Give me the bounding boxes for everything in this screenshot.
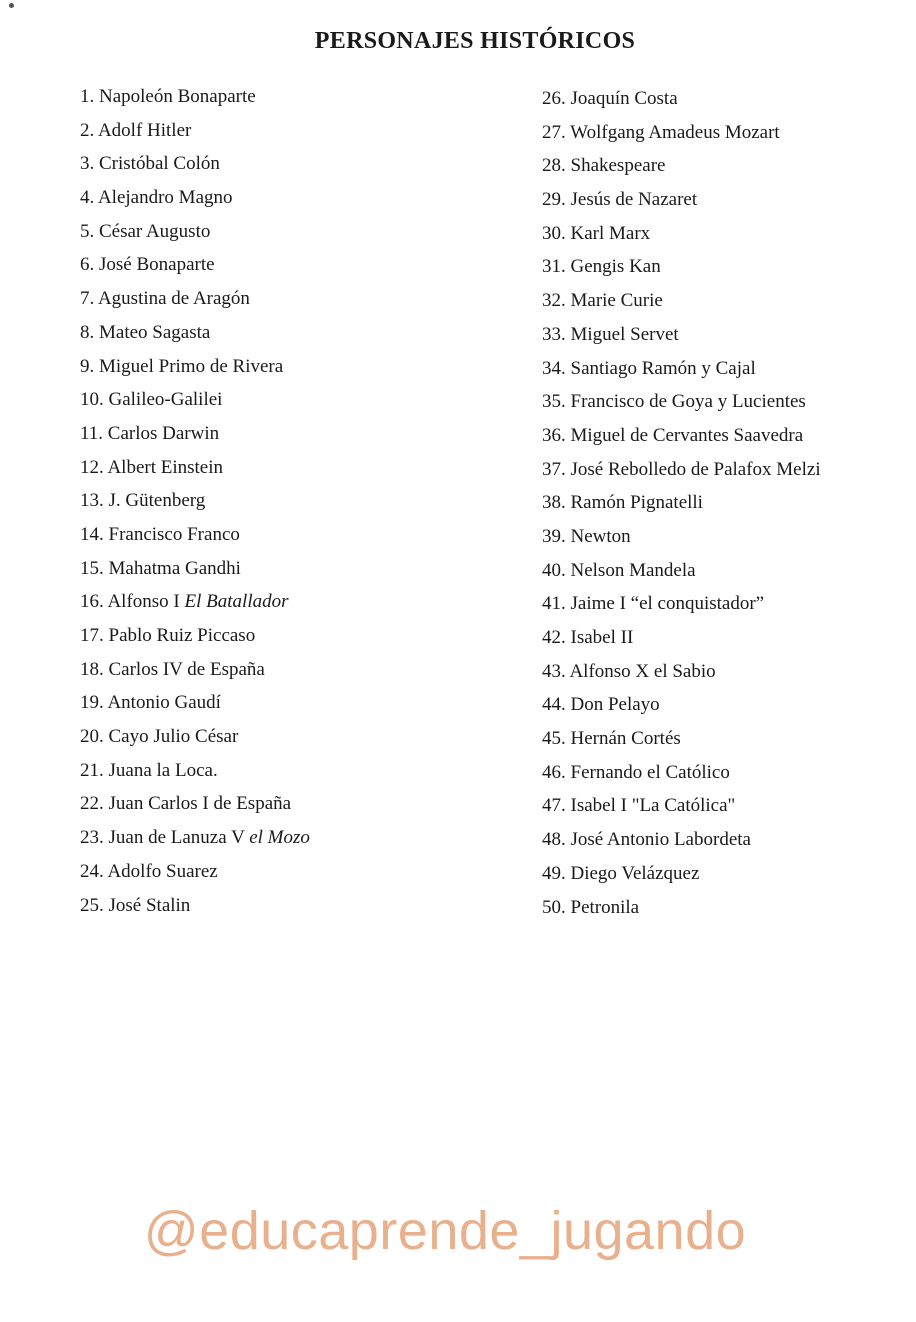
item-number: 41. bbox=[542, 593, 566, 615]
item-number: 10. bbox=[80, 389, 104, 411]
watermark-handle: @educaprende_jugando bbox=[143, 1201, 747, 1261]
list-item bbox=[80, 387, 310, 421]
list-item bbox=[80, 320, 310, 354]
item-number: 38. bbox=[542, 492, 566, 514]
list-item bbox=[80, 252, 310, 286]
item-name: Wolfgang Amadeus Mozart bbox=[570, 121, 780, 143]
item-number: 42. bbox=[542, 627, 566, 648]
item-number: 17. bbox=[80, 625, 104, 646]
list-item bbox=[80, 657, 310, 691]
list-item bbox=[542, 625, 821, 659]
list-item bbox=[542, 187, 821, 221]
list-item bbox=[542, 221, 821, 255]
item-number: 37. bbox=[542, 458, 566, 480]
item-name: Cayo Julio César bbox=[108, 726, 239, 748]
item-number: 16. bbox=[80, 591, 104, 613]
item-name: José Bonaparte bbox=[99, 254, 215, 276]
item-name: Francisco de Goya y Lucientes bbox=[570, 391, 806, 413]
item-name: Santiago Ramón y Cajal bbox=[570, 357, 756, 379]
item-name: Juana la Loca. bbox=[108, 759, 218, 781]
scan-speck bbox=[9, 3, 14, 8]
item-number: 1. bbox=[80, 86, 95, 107]
item-name: Mateo Sagasta bbox=[99, 321, 211, 343]
item-number: 32. bbox=[542, 290, 566, 312]
list-item bbox=[80, 118, 310, 152]
item-number: 28. bbox=[542, 155, 566, 177]
item-number: 3. bbox=[80, 153, 95, 175]
item-name: José Rebolledo de Palafox Melzi bbox=[570, 458, 821, 480]
list-item bbox=[542, 490, 821, 524]
item-name: Antonio Gaudí bbox=[107, 692, 221, 714]
list-item bbox=[80, 185, 310, 219]
item-epithet: el Mozo bbox=[249, 827, 310, 849]
item-name: Hernán Cortés bbox=[570, 728, 681, 750]
item-name: Mahatma Gandhi bbox=[108, 557, 241, 579]
item-name: J. Gütenberg bbox=[108, 490, 206, 512]
item-number: 25. bbox=[80, 894, 104, 916]
item-number: 12. bbox=[80, 456, 104, 478]
list-item bbox=[80, 893, 310, 927]
item-number: 9. bbox=[80, 355, 95, 377]
list-item bbox=[80, 623, 310, 657]
item-name: Napoleón Bonaparte bbox=[99, 86, 256, 107]
list-item bbox=[80, 758, 310, 792]
item-number: 4. bbox=[80, 187, 95, 209]
item-number: 30. bbox=[542, 222, 566, 244]
item-number: 23. bbox=[80, 827, 104, 849]
item-name: Alfonso X el Sabio bbox=[569, 660, 716, 682]
list-item bbox=[80, 556, 310, 590]
item-number: 18. bbox=[80, 658, 104, 680]
item-name: Karl Marx bbox=[570, 222, 651, 244]
item-name: Juan de Lanuza V bbox=[108, 827, 245, 849]
item-name: Carlos IV de España bbox=[108, 658, 265, 680]
list-item bbox=[542, 457, 821, 491]
list-item bbox=[542, 895, 821, 929]
list-item bbox=[80, 84, 310, 118]
item-name: José Antonio Labordeta bbox=[570, 829, 751, 851]
list-item bbox=[80, 690, 310, 724]
item-name: Jaime I “el conquistador” bbox=[570, 593, 765, 615]
list-item bbox=[80, 455, 310, 489]
item-name: Nelson Mandela bbox=[570, 559, 696, 581]
item-number: 44. bbox=[542, 694, 566, 716]
item-name: César Augusto bbox=[99, 220, 211, 242]
item-name: Alfonso I bbox=[107, 591, 180, 613]
list-item bbox=[80, 522, 310, 556]
item-number: 47. bbox=[542, 795, 566, 817]
item-number: 36. bbox=[542, 424, 566, 446]
list-item bbox=[542, 322, 821, 356]
item-name: Carlos Darwin bbox=[107, 422, 220, 444]
item-number: 39. bbox=[542, 525, 566, 547]
right-column-list bbox=[542, 86, 821, 928]
item-name: Adolf Hitler bbox=[97, 119, 192, 141]
item-name: Ramón Pignatelli bbox=[570, 492, 703, 514]
item-number: 22. bbox=[80, 793, 104, 815]
item-number: 26. bbox=[542, 88, 566, 109]
item-name: Gengis Kan bbox=[570, 256, 661, 278]
item-number: 8. bbox=[80, 321, 95, 343]
list-item bbox=[80, 724, 310, 758]
item-name: Fernando el Católico bbox=[570, 761, 730, 783]
item-name: Don Pelayo bbox=[570, 694, 660, 716]
item-name: Shakespeare bbox=[570, 155, 666, 177]
list-item bbox=[80, 286, 310, 320]
item-number: 31. bbox=[542, 256, 566, 278]
list-item bbox=[80, 859, 310, 893]
list-item bbox=[542, 288, 821, 322]
item-name: Isabel I "La Católica" bbox=[570, 795, 736, 817]
item-name: Miguel Servet bbox=[570, 323, 679, 345]
list-item bbox=[542, 423, 821, 457]
item-number: 43. bbox=[542, 660, 566, 682]
item-name: José Stalin bbox=[108, 894, 191, 916]
item-name: Juan Carlos I de España bbox=[108, 793, 292, 815]
item-name: Adolfo Suarez bbox=[107, 860, 218, 882]
item-number: 2. bbox=[80, 119, 95, 141]
item-name: Isabel II bbox=[570, 627, 634, 648]
item-name: Diego Velázquez bbox=[570, 862, 700, 884]
item-number: 5. bbox=[80, 220, 95, 242]
item-number: 50. bbox=[542, 896, 566, 918]
list-item bbox=[542, 591, 821, 625]
list-item bbox=[542, 726, 821, 760]
item-name: Galileo-Galilei bbox=[108, 389, 223, 411]
item-number: 34. bbox=[542, 357, 566, 379]
list-item bbox=[542, 86, 821, 120]
item-number: 13. bbox=[80, 490, 104, 512]
list-item bbox=[80, 219, 310, 253]
item-name: Miguel Primo de Rivera bbox=[99, 355, 284, 377]
item-name: Pablo Ruiz Piccaso bbox=[108, 625, 256, 646]
item-number: 7. bbox=[80, 288, 95, 310]
item-number: 40. bbox=[542, 559, 566, 581]
list-item bbox=[542, 692, 821, 726]
item-number: 49. bbox=[542, 862, 566, 884]
item-number: 48. bbox=[542, 829, 566, 851]
list-item bbox=[80, 421, 310, 455]
item-name: Jesús de Nazaret bbox=[570, 189, 698, 211]
item-name: Francisco Franco bbox=[108, 523, 240, 545]
item-number: 45. bbox=[542, 728, 566, 750]
item-name: Joaquín Costa bbox=[570, 88, 678, 109]
list-item bbox=[80, 589, 310, 623]
list-item bbox=[542, 861, 821, 895]
item-name: Newton bbox=[570, 525, 631, 547]
list-item bbox=[542, 827, 821, 861]
item-name: Miguel de Cervantes Saavedra bbox=[570, 424, 804, 446]
item-number: 15. bbox=[80, 557, 104, 579]
item-number: 27. bbox=[542, 121, 566, 143]
list-item bbox=[542, 524, 821, 558]
list-item bbox=[80, 354, 310, 388]
list-item bbox=[542, 254, 821, 288]
item-number: 21. bbox=[80, 759, 104, 781]
item-number: 35. bbox=[542, 391, 566, 413]
item-number: 6. bbox=[80, 254, 95, 276]
item-number: 20. bbox=[80, 726, 104, 748]
item-number: 33. bbox=[542, 323, 566, 345]
left-column-list bbox=[80, 84, 310, 926]
list-item bbox=[542, 558, 821, 592]
list-item bbox=[542, 389, 821, 423]
item-name: Alejandro Magno bbox=[97, 187, 233, 209]
item-number: 24. bbox=[80, 860, 104, 882]
list-item bbox=[542, 120, 821, 154]
item-epithet: El Batallador bbox=[184, 591, 289, 613]
list-item bbox=[80, 488, 310, 522]
list-item bbox=[542, 793, 821, 827]
item-name: Agustina de Aragón bbox=[97, 288, 250, 310]
item-number: 46. bbox=[542, 761, 566, 783]
item-number: 11. bbox=[80, 422, 104, 444]
list-item bbox=[80, 791, 310, 825]
list-item bbox=[542, 760, 821, 794]
list-item bbox=[542, 356, 821, 390]
item-number: 29. bbox=[542, 189, 566, 211]
item-name: Marie Curie bbox=[570, 290, 663, 312]
list-item bbox=[542, 659, 821, 693]
item-number: 19. bbox=[80, 692, 104, 714]
page-title: PERSONAJES HISTÓRICOS bbox=[314, 28, 636, 54]
list-item bbox=[80, 151, 310, 185]
item-name: Petronila bbox=[570, 896, 640, 918]
item-number: 14. bbox=[80, 523, 104, 545]
item-name: Albert Einstein bbox=[107, 456, 224, 478]
list-item bbox=[80, 825, 310, 859]
list-item bbox=[542, 153, 821, 187]
item-name: Cristóbal Colón bbox=[99, 153, 220, 175]
